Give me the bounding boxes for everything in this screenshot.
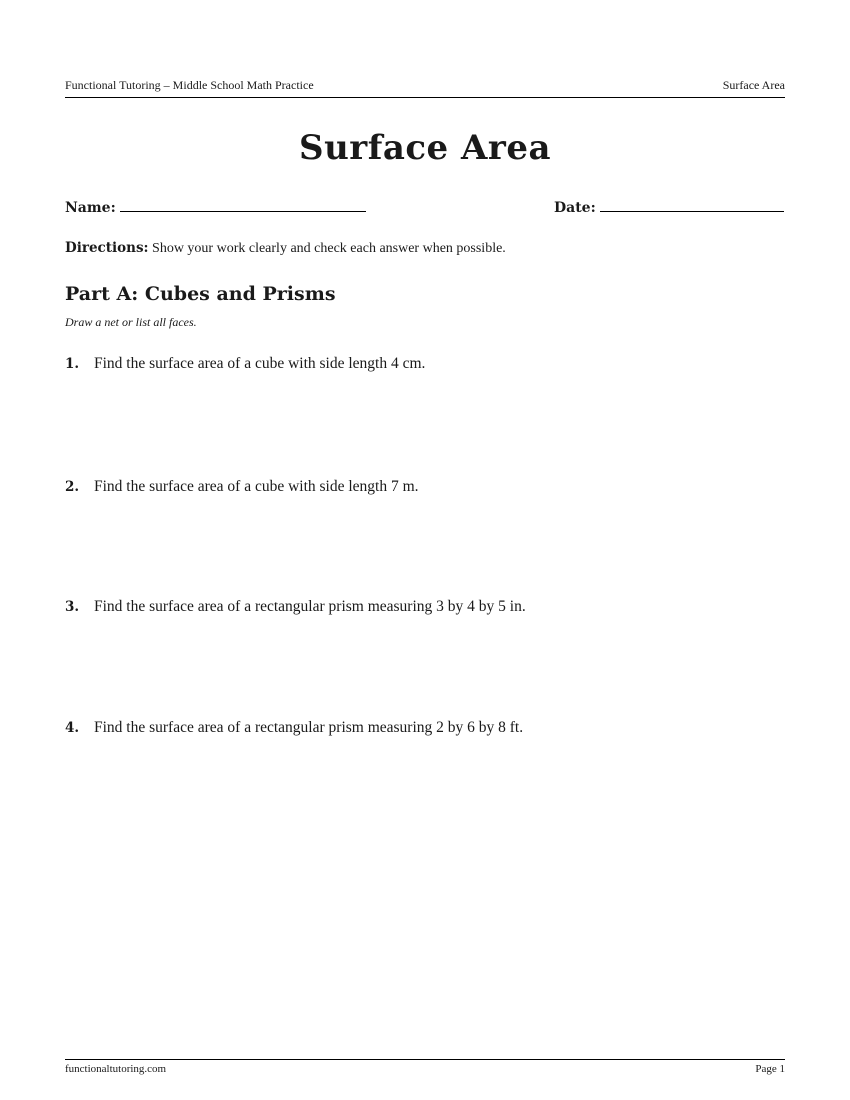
directions-label: Directions: [65, 240, 149, 256]
date-field [554, 197, 784, 216]
question-text: Find the surface area of a cube with side length 7 m. [94, 478, 419, 495]
question-number: 3. [65, 599, 80, 615]
name-label: Name: [65, 200, 116, 216]
footer-page-number: Page 1 [755, 1063, 785, 1075]
question-number: 1. [65, 356, 80, 372]
question-item [65, 355, 425, 373]
question-number: 2. [65, 479, 80, 495]
footer-website: functionaltutoring.com [65, 1063, 167, 1075]
section-subtitle: Draw a net or list all faces. [65, 315, 197, 329]
name-blank-line [120, 197, 366, 212]
page-header [65, 78, 785, 98]
section-title: Part A: Cubes and Prisms [65, 283, 336, 305]
directions [65, 240, 506, 257]
question-text: Find the surface area of a rectangular prism measuring 3 by 4 by 5 in. [94, 598, 526, 615]
question-item [65, 598, 526, 616]
date-label: Date: [554, 200, 596, 216]
directions-text: Show your work clearly and check each answer when possible. [152, 241, 506, 256]
name-field [65, 197, 366, 216]
question-text: Find the surface area of a rectangular prism measuring 2 by 6 by 8 ft. [94, 719, 524, 736]
question-item [65, 719, 523, 737]
page-footer [65, 1059, 785, 1075]
question-text: Find the surface area of a cube with side length 4 cm. [94, 355, 426, 372]
header-course-title: Functional Tutoring – Middle School Math Practice [65, 78, 314, 92]
date-blank-line [600, 197, 784, 212]
page-title: Surface Area [299, 128, 551, 168]
question-number: 4. [65, 720, 80, 736]
question-item [65, 478, 419, 496]
header-topic: Surface Area [722, 78, 785, 92]
